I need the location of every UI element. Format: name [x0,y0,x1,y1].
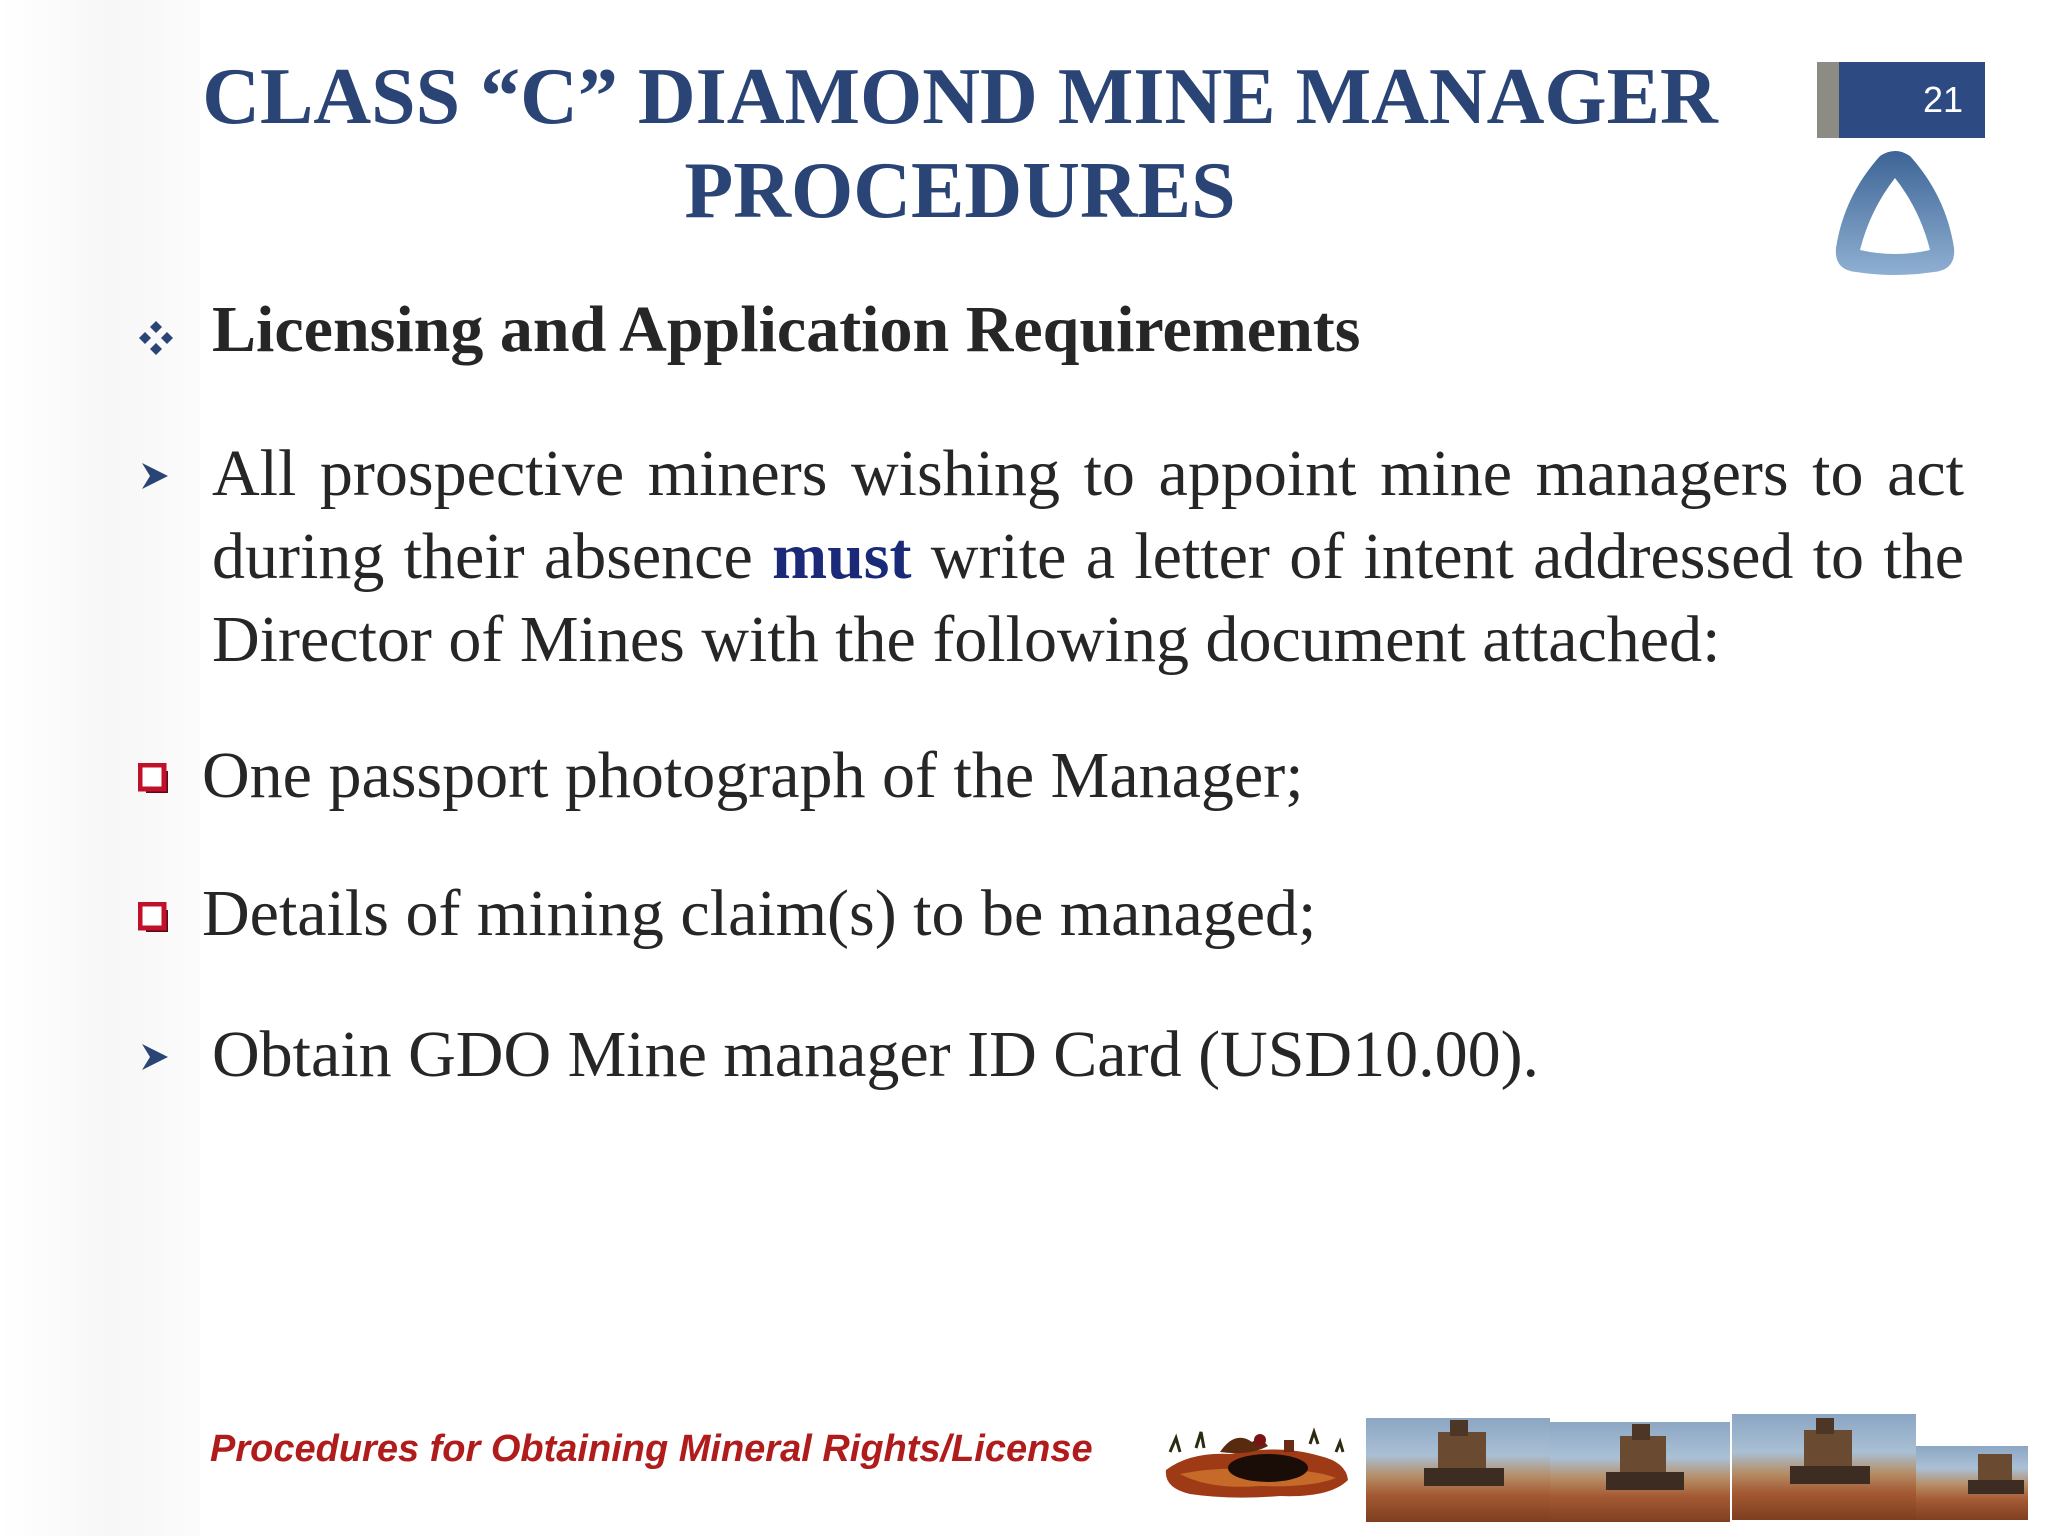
intro-paragraph [212,432,1964,681]
slide-number-accent [1817,62,1839,138]
checkbox-bullet-icon [138,902,170,934]
rounded-triangle-logo [1830,148,1960,280]
checklist-item: Details of mining claim(s) to be managed; [202,877,1317,950]
slide-number: 21 [1839,62,1985,138]
left-edge-shading [0,0,200,1536]
checkbox-bullet-icon [138,763,170,795]
mining-excavator-photo [1366,1418,1550,1522]
slide-title: CLASS “C” DIAMOND MINE MANAGER PROCEDURES [202,53,1718,235]
paragraph-text-start: All prospective miners wishing to appoint mine managers to act during their absence [212,437,1964,593]
section-heading: Licensing and Application Requirements [212,293,1361,366]
four-diamond-bullet-icon [138,320,174,356]
mining-excavator-photo [1550,1422,1730,1522]
mining-excavator-photo [1732,1414,1916,1520]
arrowhead-bullet-icon [140,461,170,491]
checklist-item: One passport photograph of the Manager; [202,739,1304,812]
emphasized-word: must [772,520,912,593]
mining-excavator-photo [1916,1446,2028,1520]
arrowhead-bullet-icon [140,1042,170,1072]
paragraph-text-end: write a letter of intent addressed to the Director of Mines with the following document attached: [212,520,1964,676]
final-list-item: Obtain GDO Mine manager ID Card (USD10.00). [212,1018,1540,1091]
excavation-clipart [1160,1422,1352,1502]
footer-caption: Procedures for Obtaining Mineral Rights/License [210,1428,1093,1470]
